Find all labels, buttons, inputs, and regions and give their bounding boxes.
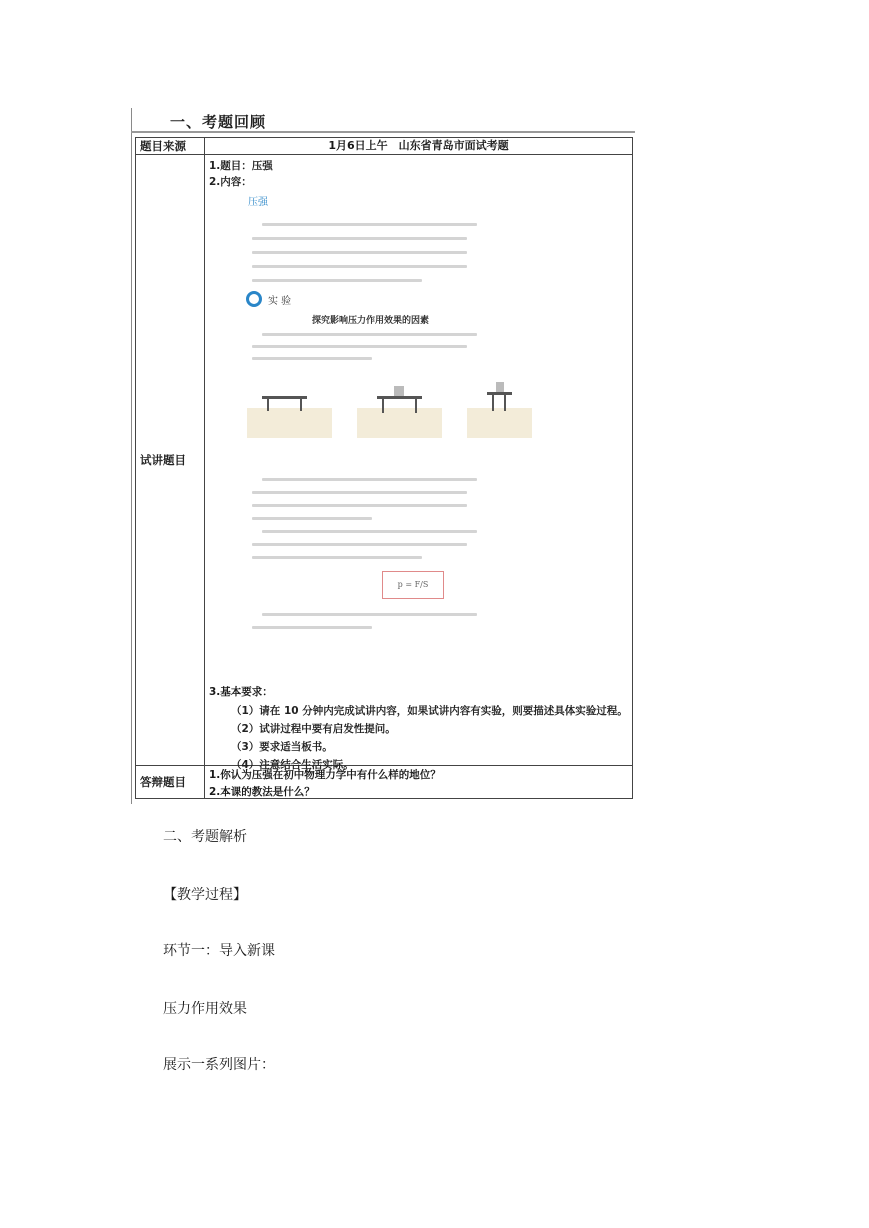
text-line — [252, 626, 372, 629]
table-leg — [492, 395, 494, 411]
topic-line: 压力作用效果 — [163, 1001, 247, 1017]
text-line — [262, 613, 477, 616]
table-leg — [415, 399, 417, 413]
trial-row — [136, 155, 633, 766]
scan-border — [131, 108, 132, 804]
requirement-item: （2）试讲过程中要有启发性提问。 — [231, 723, 396, 735]
weight-c — [496, 382, 504, 392]
sand-tray-a — [247, 408, 332, 438]
reply-row — [136, 766, 633, 799]
text-line — [252, 279, 422, 282]
sand-tray-c — [467, 408, 532, 438]
reply-label: 答辩题目 — [136, 766, 205, 799]
exam-table — [135, 137, 633, 799]
requirements-title: 3.基本要求： — [209, 686, 273, 698]
trial-content — [205, 155, 633, 771]
instruction-line: 展示一系列图片： — [163, 1057, 275, 1073]
step-heading: 环节一：导入新课 — [163, 943, 275, 959]
scan-heading-rule — [131, 131, 635, 133]
requirement-item: （3）要求适当板书。 — [231, 741, 333, 753]
reply-content — [205, 766, 633, 799]
experiment-icon — [246, 291, 262, 307]
weight-b — [394, 386, 404, 396]
table-leg — [300, 399, 302, 411]
experiment-subtitle: 探究影响压力作用效果的因素 — [312, 316, 430, 326]
text-line — [262, 223, 477, 226]
content-line: 2.内容： — [209, 176, 252, 188]
text-line — [252, 237, 467, 240]
text-line — [252, 251, 467, 254]
text-line — [262, 478, 477, 481]
book-title: 压强 — [248, 197, 268, 208]
table-top-c — [487, 392, 512, 395]
requirement-item: （1）请在 10 分钟内完成试讲内容，如果试讲内容有实验，则要描述具体实验过程。 — [231, 705, 628, 717]
table-top-b — [377, 396, 422, 399]
trial-label: 试讲题目 — [136, 155, 205, 766]
text-line — [252, 345, 467, 348]
text-line — [262, 333, 477, 336]
text-line — [252, 265, 467, 268]
source-value: 1月6日上午 山东省青岛市面试考题 — [205, 138, 633, 155]
source-label: 题目来源 — [136, 138, 205, 155]
requirement-item: （4）注意结合生活实际。 — [231, 759, 354, 771]
text-line — [262, 530, 477, 533]
experiment-label: 实 验 — [268, 296, 292, 307]
pressure-formula: p = F/S — [382, 571, 444, 599]
table-leg — [504, 395, 506, 411]
table-leg — [267, 399, 269, 411]
table-leg — [382, 399, 384, 413]
teaching-process-heading: 【教学过程】 — [163, 887, 247, 903]
scan-heading: 一、考题回顾 — [170, 113, 267, 131]
text-line — [252, 556, 422, 559]
text-line — [252, 504, 467, 507]
experiment-figure — [242, 378, 542, 453]
text-line — [252, 357, 372, 360]
reply-question: 2.本课的教法是什么？ — [209, 786, 315, 798]
table-top-a — [262, 396, 307, 399]
text-line — [252, 543, 467, 546]
textbook-excerpt — [242, 193, 462, 683]
text-line — [252, 491, 467, 494]
text-line — [252, 517, 372, 520]
source-row — [136, 138, 633, 155]
sand-tray-b — [357, 408, 442, 438]
reply-question: 1.你认为压强在初中物理力学中有什么样的地位？ — [209, 769, 441, 781]
topic-line: 1.题目：压强 — [209, 160, 273, 172]
section-heading: 二、考题解析 — [163, 829, 247, 845]
